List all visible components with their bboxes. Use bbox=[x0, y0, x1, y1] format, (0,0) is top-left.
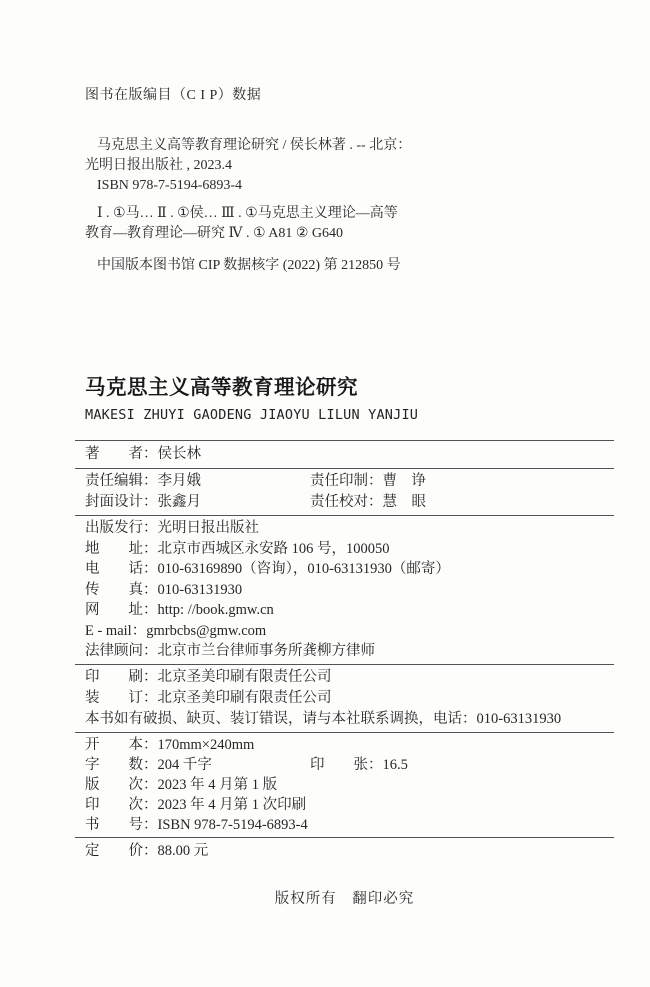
website-row bbox=[75, 600, 614, 621]
word-count-value: 204 千字 bbox=[157, 756, 212, 773]
publisher-value: 光明日报出版社 bbox=[157, 520, 259, 536]
impression-row bbox=[75, 795, 614, 815]
publisher-label: 出版发行： bbox=[85, 520, 158, 536]
book-title-pinyin: MAKESI ZHUYI GAODENG JIAOYU LILUN YANJIU bbox=[85, 407, 419, 423]
cip-heading: 图书在版编目（C I P）数据 bbox=[85, 88, 262, 103]
cip-record bbox=[85, 136, 614, 196]
cip-record-line1: 马克思主义高等教育理论研究 / 侯长林著 . -- 北京： bbox=[97, 138, 412, 153]
fax-row bbox=[75, 580, 614, 601]
author-section bbox=[75, 440, 614, 468]
book-number-row bbox=[75, 815, 614, 835]
price-row bbox=[75, 840, 614, 863]
email-label: E - mail： bbox=[85, 622, 147, 639]
email-row bbox=[75, 621, 614, 642]
editor-cell bbox=[85, 471, 310, 492]
legal-counsel-label: 法律顾问： bbox=[85, 643, 158, 659]
impression-value: 2023 年 4 月第 1 次印刷 bbox=[157, 796, 307, 813]
cover-design-label: 封面设计： bbox=[85, 494, 158, 510]
cip-registry bbox=[85, 256, 614, 276]
word-count-row bbox=[75, 755, 614, 775]
edition-row bbox=[75, 775, 614, 795]
sheets-label: 印 张： bbox=[310, 756, 383, 773]
cover-design-cell bbox=[85, 492, 310, 513]
sheets-cell bbox=[310, 755, 535, 775]
cip-record-line2: 光明日报出版社 , 2023.4 bbox=[85, 158, 232, 173]
print-supervisor-value: 曹 诤 bbox=[382, 473, 426, 489]
book-title: 马克思主义高等教育理论研究 bbox=[85, 376, 358, 399]
cip-registry-line: 中国版本图书馆 CIP 数据核字 (2022) 第 212850 号 bbox=[97, 258, 401, 273]
cip-classification bbox=[85, 204, 614, 244]
email-value: gmrbcbs@gmw.com bbox=[146, 622, 267, 639]
fax-value: 010-63131930 bbox=[157, 581, 243, 598]
colophon-table bbox=[75, 440, 614, 865]
phone-value: 010-63169890（咨询），010-63131930（邮寄） bbox=[157, 561, 450, 577]
staff-section bbox=[75, 468, 614, 515]
staff-row-2 bbox=[75, 492, 614, 513]
format-label: 开 本： bbox=[85, 736, 158, 753]
address-label: 地 址： bbox=[85, 540, 158, 557]
publisher-row bbox=[75, 518, 614, 539]
phone-label: 电 话： bbox=[85, 561, 158, 577]
edition-value: 2023 年 4 月第 1 版 bbox=[157, 776, 278, 793]
word-count-label: 字 数： bbox=[85, 756, 158, 773]
sheets-value: 16.5 bbox=[382, 756, 408, 773]
printing-section bbox=[75, 664, 614, 732]
price-section bbox=[75, 837, 614, 865]
cip-class-line2: 教育—教育理论—研究 Ⅳ . ① A81 ② G640 bbox=[85, 226, 344, 241]
publisher-section bbox=[75, 515, 614, 664]
cover-design-value: 张鑫月 bbox=[157, 494, 201, 510]
binder-row bbox=[75, 688, 614, 709]
binder-value: 北京圣美印刷有限责任公司 bbox=[157, 689, 332, 706]
format-row bbox=[75, 735, 614, 755]
editor-value: 李月娥 bbox=[157, 473, 201, 489]
phone-row bbox=[75, 559, 614, 580]
editor-label: 责任编辑： bbox=[85, 473, 158, 489]
impression-label: 印 次： bbox=[85, 796, 158, 813]
price-label: 定 价： bbox=[85, 842, 158, 859]
proofreader-cell bbox=[310, 492, 535, 513]
author-label: 著 者： bbox=[85, 446, 158, 462]
cip-section bbox=[85, 86, 614, 276]
legal-counsel-value: 北京市兰台律师事务所龚柳方律师 bbox=[157, 643, 375, 659]
copyright-notice: 版权所有 翻印必究 bbox=[274, 890, 415, 907]
word-count-cell bbox=[85, 755, 310, 775]
format-value: 170mm×240mm bbox=[157, 736, 255, 753]
edition-label: 版 次： bbox=[85, 776, 158, 793]
book-number-value: ISBN 978-7-5194-6893-4 bbox=[157, 816, 308, 833]
print-supervisor-cell bbox=[310, 471, 535, 492]
fax-label: 传 真： bbox=[85, 581, 158, 598]
address-row bbox=[75, 539, 614, 560]
cip-class-line1: Ⅰ . ①马… Ⅱ . ①侯… Ⅲ . ①马克思主义理论—高等 bbox=[97, 206, 398, 221]
book-number-label: 书 号： bbox=[85, 816, 158, 833]
printer-row bbox=[75, 667, 614, 688]
author-value: 侯长林 bbox=[157, 446, 201, 462]
printer-value: 北京圣美印刷有限责任公司 bbox=[157, 668, 332, 685]
price-value: 88.00 元 bbox=[157, 842, 209, 859]
legal-counsel-row bbox=[75, 641, 614, 662]
website-label: 网 址： bbox=[85, 602, 158, 618]
cip-isbn-line: ISBN 978-7-5194-6893-4 bbox=[97, 178, 243, 193]
proofreader-value: 慧 眼 bbox=[382, 494, 426, 510]
binder-label: 装 订： bbox=[85, 689, 158, 706]
damage-notice-row: 本书如有破损、缺页、装订错误，请与本社联系调换，电话：010-63131930 bbox=[85, 710, 562, 727]
staff-row-1 bbox=[75, 471, 614, 492]
website-value: http: //book.gmw.cn bbox=[157, 602, 274, 618]
address-value: 北京市西城区永安路 106 号，100050 bbox=[157, 540, 390, 557]
specs-section bbox=[75, 732, 614, 837]
proofreader-label: 责任校对： bbox=[310, 494, 383, 510]
print-supervisor-label: 责任印制： bbox=[310, 473, 383, 489]
printer-label: 印 刷： bbox=[85, 668, 158, 685]
author-row bbox=[75, 443, 614, 466]
